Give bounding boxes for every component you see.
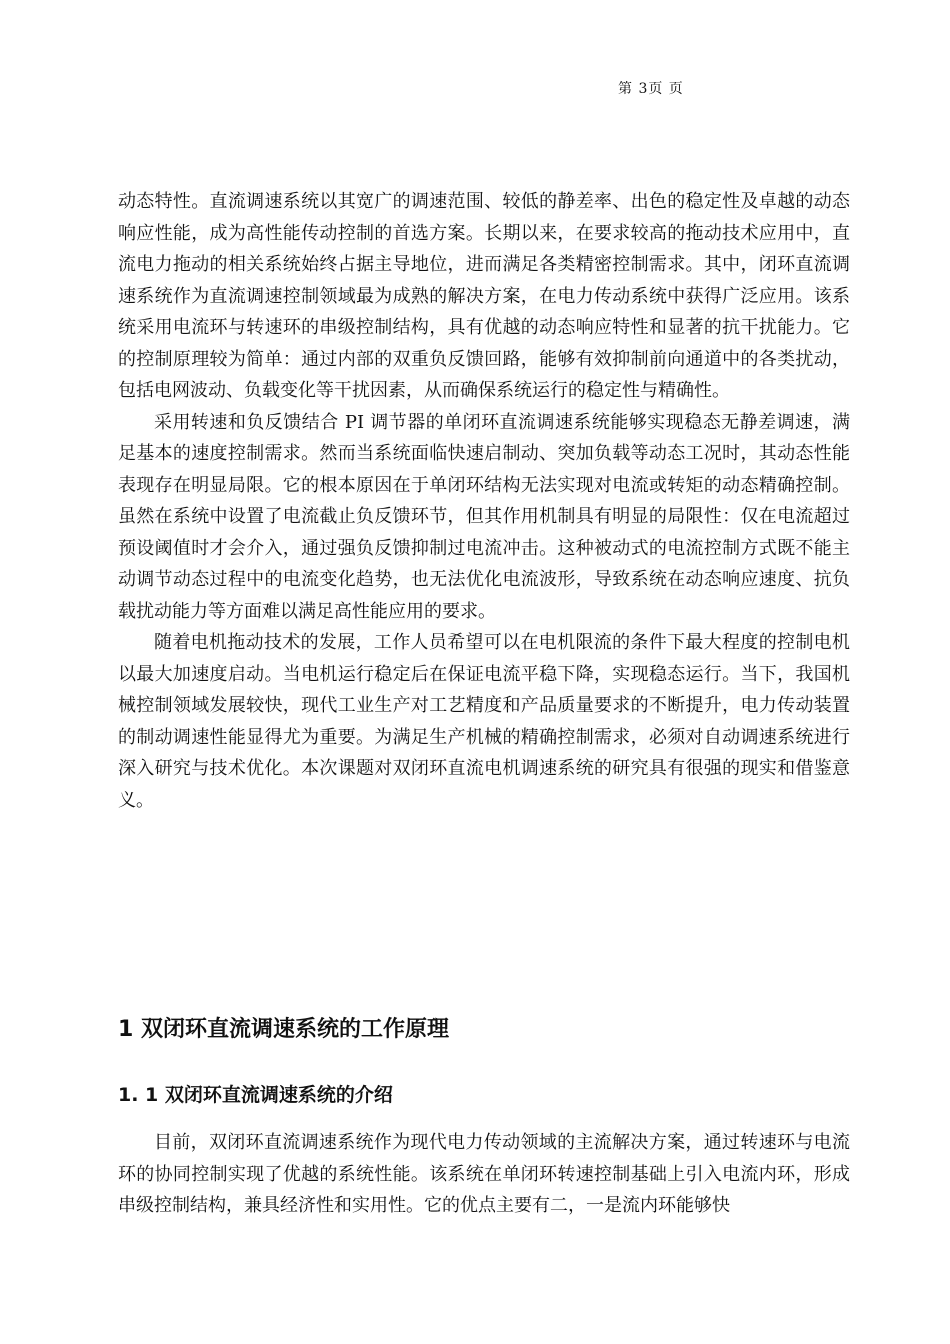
section-heading: 1. 1 双闭环直流调速系统的介绍 [118, 1084, 393, 1106]
paragraph: 采用转速和负反馈结合 PI 调节器的单闭环直流调速系统能够实现稳态无静差调速，满足基本的速度控制需求。然而当系统面临快速启制动、突加负载等动态工况时，其动态性能表现存在明显局限。它的根本原因在于单闭环结构无法实现对电流或转矩的动态精确控制。虽然在系统中设置了电流截止负反馈环节，但其作用机制具有明显的局限性：仅在电流超过预设阈值时才会介入，通过强负反馈抑制过电流冲击。这种被动式的电流控制方式既不能主动调节动态过程中的电流变化趋势，也无法优化电流波形，导致系统在动态响应速度、抗负载扰动能力等方面难以满足高性能应用的要求。 [118, 411, 850, 622]
paragraph: 随着电机拖动技术的发展，工作人员希望可以在电机限流的条件下最大程度的控制电机以最大加速度启动。当电机运行稳定后在保证电流平稳下降，实现稳态运行。当下，我国机械控制领域发展较快，现代工业生产对工艺精度和产品质量要求的不断提升，电力传动装置的制动调速性能显得尤为重要。为满足生产机械的精确控制需求，必须对自动调速系统进行深入研究与技术优化。本次课题对双闭环直流电机调速系统的研究具有很强的现实和借鉴意义。 [118, 632, 850, 811]
page-number-header: 第 3页 页 [618, 81, 684, 97]
intro-text-block [118, 186, 850, 816]
paragraph: 目前，双闭环直流调速系统作为现代电力传动领域的主流解决方案，通过转速环与电流环的协同控制实现了优越的系统性能。该系统在单闭环转速控制基础上引入电流内环，形成串级控制结构，兼具经济性和实用性。它的优点主要有二，一是流内环能够快 [118, 1132, 850, 1216]
section-text-block [118, 1127, 850, 1222]
chapter-heading: 1 双闭环直流调速系统的工作原理 [118, 1017, 449, 1042]
paragraph: 动态特性。直流调速系统以其宽广的调速范围、较低的静差率、出色的稳定性及卓越的动态响应性能，成为高性能传动控制的首选方案。长期以来，在要求较高的拖动技术应用中，直流电力拖动的相关系统始终占据主导地位，进而满足各类精密控制需求。其中，闭环直流调速系统作为直流调速控制领域最为成熟的解决方案，在电力传动系统中获得广泛应用。该系统采用电流环与转速环的串级控制结构，具有优越的动态响应特性和显著的抗干扰能力。它的控制原理较为简单：通过内部的双重负反馈回路，能够有效抑制前向通道中的各类扰动，包括电网波动、负载变化等干扰因素，从而确保系统运行的稳定性与精确性。 [118, 191, 850, 401]
